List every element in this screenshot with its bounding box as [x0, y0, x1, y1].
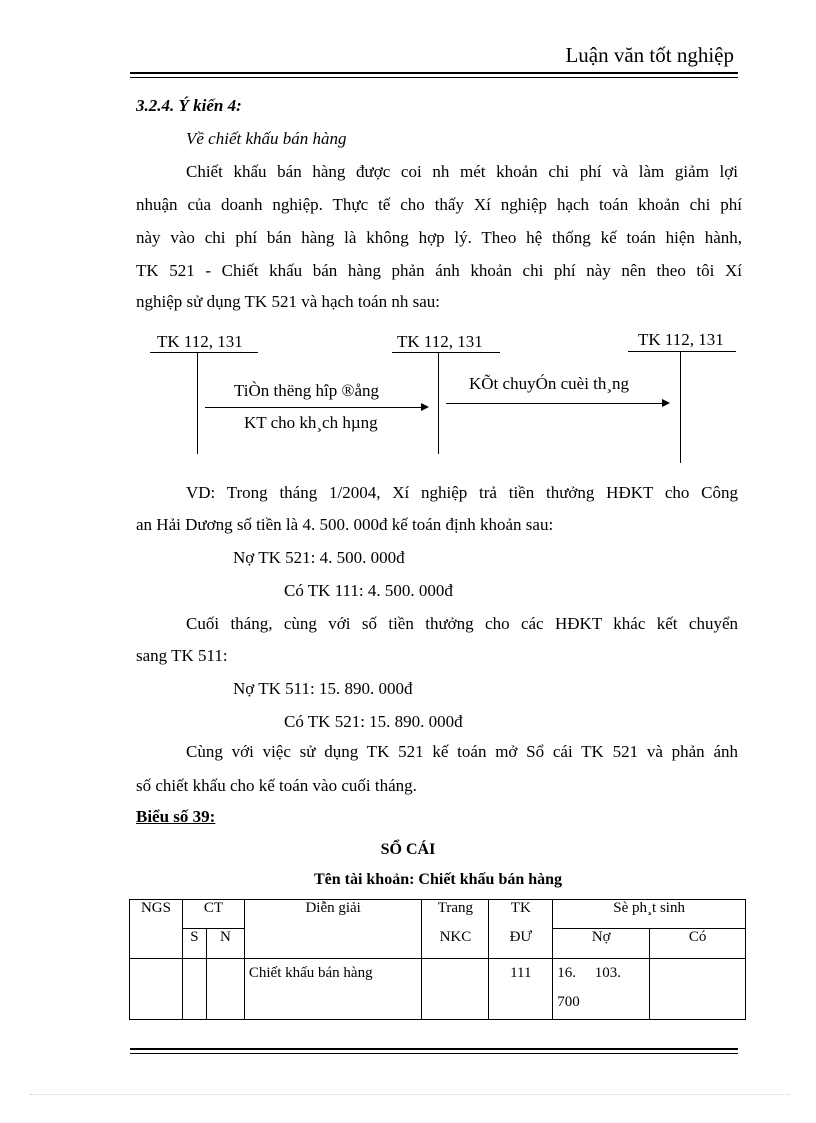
t-account-top-line — [150, 352, 258, 353]
header-tk: TK — [489, 900, 553, 929]
ledger-header-row — [130, 929, 746, 959]
month-end-line: Cuối tháng, cùng với số tiền thưởng cho các HĐKT khác kết chuyển — [186, 614, 738, 633]
header-ngs: NGS — [130, 900, 183, 959]
journal-entry-debit: Nợ TK 511: 15. 890. 000đ — [233, 679, 413, 698]
paragraph-line: TK 521 - Chiết khấu bán hàng phản ánh khoản chi phí này nên theo tôi Xí — [136, 261, 742, 280]
ledger-header-row — [130, 900, 746, 929]
running-header-title: Luận văn tốt nghiệp — [565, 43, 734, 67]
page-edge-dots — [30, 1094, 790, 1095]
journal-entry-credit: Có TK 111: 4. 500. 000đ — [284, 581, 453, 600]
cell-dien-giai: Chiết khấu bán hàng — [244, 959, 422, 1020]
header-ct: CT — [182, 900, 244, 929]
ledger-note-line: số chiết khấu cho kế toán vào cuối tháng. — [136, 776, 417, 795]
header-rule-top — [130, 72, 738, 74]
journal-entry-credit: Có TK 521: 15. 890. 000đ — [284, 712, 463, 731]
t-account-vertical-line — [438, 352, 439, 454]
t-account-label: TK 112, 131 — [397, 332, 483, 351]
header-du: ĐƯ — [489, 929, 553, 959]
paragraph-line: nhuận của doanh nghiệp. Thực tế cho thấy Xí nghiệp hạch toán khoản chi phí — [136, 195, 742, 214]
example-line: an Hải Dương số tiền là 4. 500. 000đ kế toán định khoản sau: — [136, 515, 554, 534]
footer-rule-top — [130, 1048, 738, 1050]
journal-entry-debit: Nợ TK 521: 4. 500. 000đ — [233, 548, 405, 567]
ledger-label: Biểu số 39: — [136, 807, 216, 826]
cell-no — [553, 959, 650, 1020]
t-account-vertical-line — [680, 351, 681, 463]
table-row — [130, 959, 746, 1020]
cell-co — [650, 959, 746, 1020]
paragraph-line: nghiệp sử dụng TK 521 và hạch toán nh sau: — [136, 292, 440, 311]
flow-label-top: TiÒn thëng hîp ®ång — [234, 381, 379, 400]
header-rule-bottom — [130, 77, 738, 78]
header-no: Nợ — [553, 929, 650, 959]
cell-tk-du: 111 — [489, 959, 553, 1020]
ledger-account-name: Tên tài khoản: Chiết khấu bán hàng — [313, 871, 563, 888]
flow-label-top: KÕt chuyÓn cuèi th¸ng — [469, 374, 630, 393]
t-account-label: TK 112, 131 — [638, 330, 724, 349]
ledger-title: SỔ CÁI — [380, 841, 436, 858]
flow-arrow — [446, 403, 668, 404]
t-account-label: TK 112, 131 — [157, 332, 243, 351]
section-heading: 3.2.4. Ý kiến 4: — [136, 96, 242, 115]
header-phat-sinh: Sè ph¸t sinh — [553, 900, 746, 929]
flow-arrow — [205, 407, 427, 408]
header-s: S — [182, 929, 206, 959]
header-nkc: NKC — [422, 929, 489, 959]
cell-trang — [422, 959, 489, 1020]
ledger-table — [129, 899, 746, 1020]
cell-no-line: 700 — [557, 994, 580, 1010]
paragraph-line: này vào chi phí bán hàng là không hợp lý. Theo hệ thống kế toán hiện hành, — [136, 228, 742, 247]
cell-s — [182, 959, 206, 1020]
flow-label-bottom: KT cho kh¸ch hµng — [244, 413, 378, 432]
footer-rule-bottom — [130, 1053, 738, 1054]
month-end-line: sang TK 511: — [136, 646, 228, 665]
cell-n — [206, 959, 244, 1020]
t-account-vertical-line — [197, 352, 198, 454]
header-trang: Trang — [422, 900, 489, 929]
header-co: Có — [650, 929, 746, 959]
example-line: VD: Trong tháng 1/2004, Xí nghiệp trả tiền thưởng HĐKT cho Công — [186, 483, 738, 502]
t-account-top-line — [628, 351, 736, 352]
t-account-top-line — [392, 352, 500, 353]
ledger-note-line: Cùng với việc sử dụng TK 521 kế toán mở Sổ cái TK 521 và phản ánh — [186, 742, 738, 761]
paragraph-line: Chiết khấu bán hàng được coi nh mét khoản chi phí và làm giảm lợi — [186, 162, 738, 181]
section-subheading: Về chiết khấu bán hàng — [186, 129, 347, 148]
cell-ngs — [130, 959, 183, 1020]
cell-no-line: 16. 103. — [557, 965, 621, 981]
header-dien-giai: Diễn giải — [244, 900, 422, 959]
header-n: N — [206, 929, 244, 959]
